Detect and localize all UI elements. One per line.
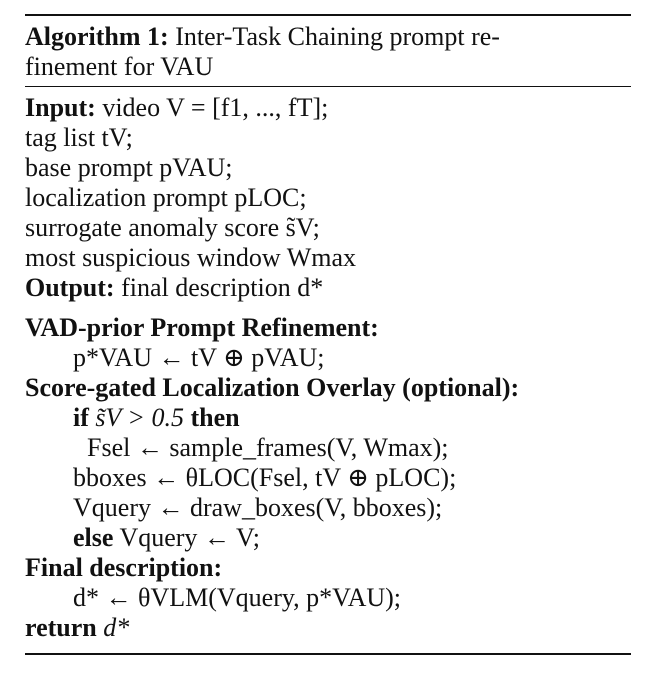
final-line: d* ← θVLM(Vquery, p*VAU); bbox=[73, 583, 402, 612]
algorithm-caption bbox=[25, 16, 631, 86]
input-line bbox=[25, 93, 631, 123]
if-condition: s̃V > 0.5 bbox=[95, 403, 184, 432]
window-line: most suspicious window Wmax bbox=[25, 243, 357, 272]
bottom-rule bbox=[25, 653, 631, 655]
tag-list-line: tag list tV; bbox=[25, 123, 133, 152]
return-keyword: return bbox=[25, 613, 97, 642]
vad-refine-line: p*VAU ← tV ⊕ pVAU; bbox=[73, 343, 325, 372]
output-keyword: Output: bbox=[25, 273, 115, 302]
algorithm-title-line1: Inter-Task Chaining prompt re- bbox=[175, 22, 500, 51]
algorithm-box bbox=[25, 14, 631, 655]
input-video: video V = [f1, ..., fT]; bbox=[102, 93, 329, 122]
algorithm-label: Algorithm 1: bbox=[25, 22, 169, 51]
if-line bbox=[25, 403, 631, 433]
algorithm-body bbox=[25, 87, 631, 643]
surrogate-line: surrogate anomaly score s̃V; bbox=[25, 213, 320, 242]
final-header: Final description: bbox=[25, 553, 223, 582]
bboxes-line: bboxes ← θLOC(Fsel, tV ⊕ pLOC); bbox=[73, 463, 457, 492]
vquery-line: Vquery ← draw_boxes(V, bboxes); bbox=[73, 493, 443, 522]
output-line bbox=[25, 273, 631, 303]
vad-header: VAD-prior Prompt Refinement: bbox=[25, 313, 379, 342]
overlay-header: Score-gated Localization Overlay (optional): bbox=[25, 373, 520, 402]
fsel-line: Fsel ← sample_frames(V, Wmax); bbox=[87, 433, 449, 462]
return-line bbox=[25, 613, 631, 643]
else-keyword: else bbox=[73, 523, 114, 552]
return-value: d* bbox=[103, 613, 130, 642]
input-keyword: Input: bbox=[25, 93, 96, 122]
if-keyword: if bbox=[73, 403, 89, 432]
algorithm-title-line2: finement for VAU bbox=[25, 52, 214, 81]
loc-prompt-line: localization prompt pLOC; bbox=[25, 183, 307, 212]
then-keyword: then bbox=[190, 403, 240, 432]
else-line bbox=[25, 523, 631, 553]
else-assignment: Vquery ← V; bbox=[119, 523, 261, 552]
base-prompt-line: base prompt pVAU; bbox=[25, 153, 233, 182]
output-text: final description d* bbox=[121, 273, 324, 302]
